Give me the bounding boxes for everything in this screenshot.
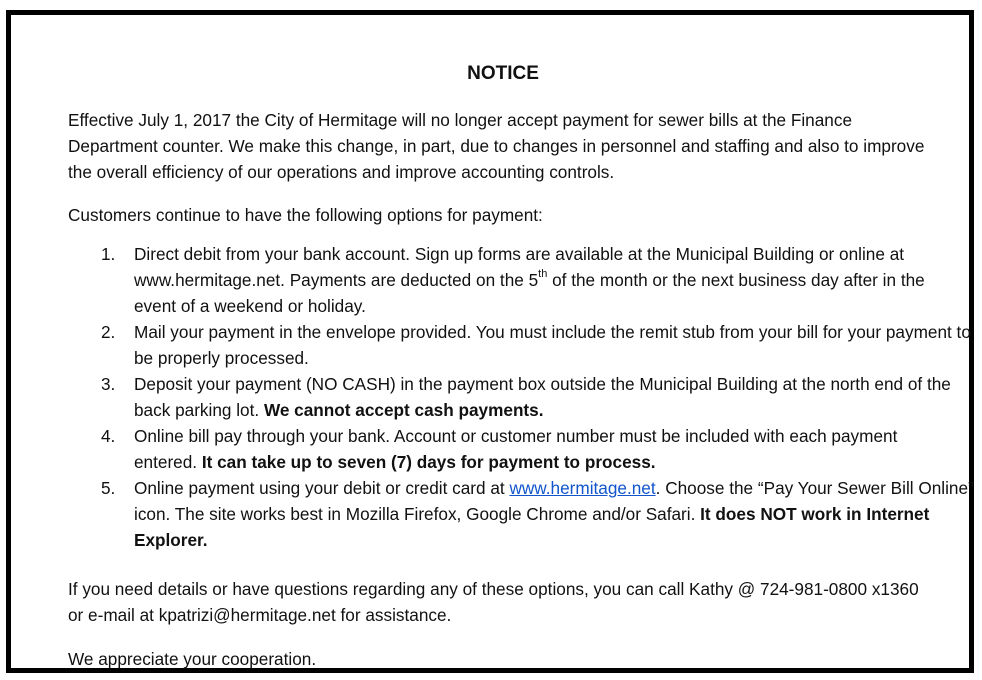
option-number: 2.: [101, 322, 116, 342]
option-text: Deposit your payment (NO CASH) in the payment box outside the Municipal Building at the north end of the back parking lot.: [134, 374, 951, 420]
payment-option-3: [68, 371, 954, 423]
option-emphasis: It can take up to seven (7) days for payment to process.: [201, 452, 656, 472]
payment-option-5: [68, 475, 979, 553]
option-text: Online bill pay through your bank. Account or customer number must be included with each payment entered.: [134, 426, 898, 472]
option-number: 3.: [101, 374, 116, 394]
option-text: . Choose the “Pay Your Sewer Bill Online” icon. The site works best in Mozilla Firefox, Google Chrome and/or Safari.: [134, 478, 974, 524]
notice-title: NOTICE: [467, 63, 539, 84]
option-text: Online payment using your debit or credit card at: [134, 478, 510, 498]
payment-option-1: [68, 241, 944, 319]
option-text: Mail your payment in the envelope provided. You must include the remit stub from your bill for your payment to be properly processed.: [134, 322, 971, 368]
ordinal-superscript: th: [538, 268, 548, 280]
option-text: of the month or the next business day after in the event of a weekend or holiday.: [134, 270, 925, 316]
payment-option-4: [68, 423, 964, 475]
intro-paragraph: Effective July 1, 2017 the City of Hermitage will no longer accept payment for sewer bills at the Finance Department counter. We make this change, in part, due to changes in personnel and staffing and also to improve the overall efficiency of our operations and improve accounting controls.: [68, 110, 925, 182]
option-emphasis: It does NOT work in Internet Explorer.: [134, 504, 930, 550]
notice-frame: [6, 10, 974, 673]
hermitage-website-link[interactable]: www.hermitage.net: [509, 478, 656, 498]
option-number: 4.: [101, 426, 116, 446]
contact-paragraph: If you need details or have questions regarding any of these options, you can call Kathy @ 724-981-0800 x1360 or e-mail at kpatrizi@hermitage.net for assistance.: [68, 579, 919, 625]
option-number: 1.: [101, 244, 116, 264]
option-emphasis: We cannot accept cash payments.: [263, 400, 544, 420]
payment-option-2: [68, 319, 982, 371]
options-lead: Customers continue to have the following options for payment:: [68, 205, 543, 225]
closing-line: We appreciate your cooperation.: [68, 649, 317, 669]
option-text: Direct debit from your bank account. Sign up forms are available at the Municipal Building or online at www.hermitage.net. Payments are deducted on the 5: [134, 244, 905, 290]
option-number: 5.: [101, 478, 116, 498]
payment-options-list: [68, 241, 974, 553]
